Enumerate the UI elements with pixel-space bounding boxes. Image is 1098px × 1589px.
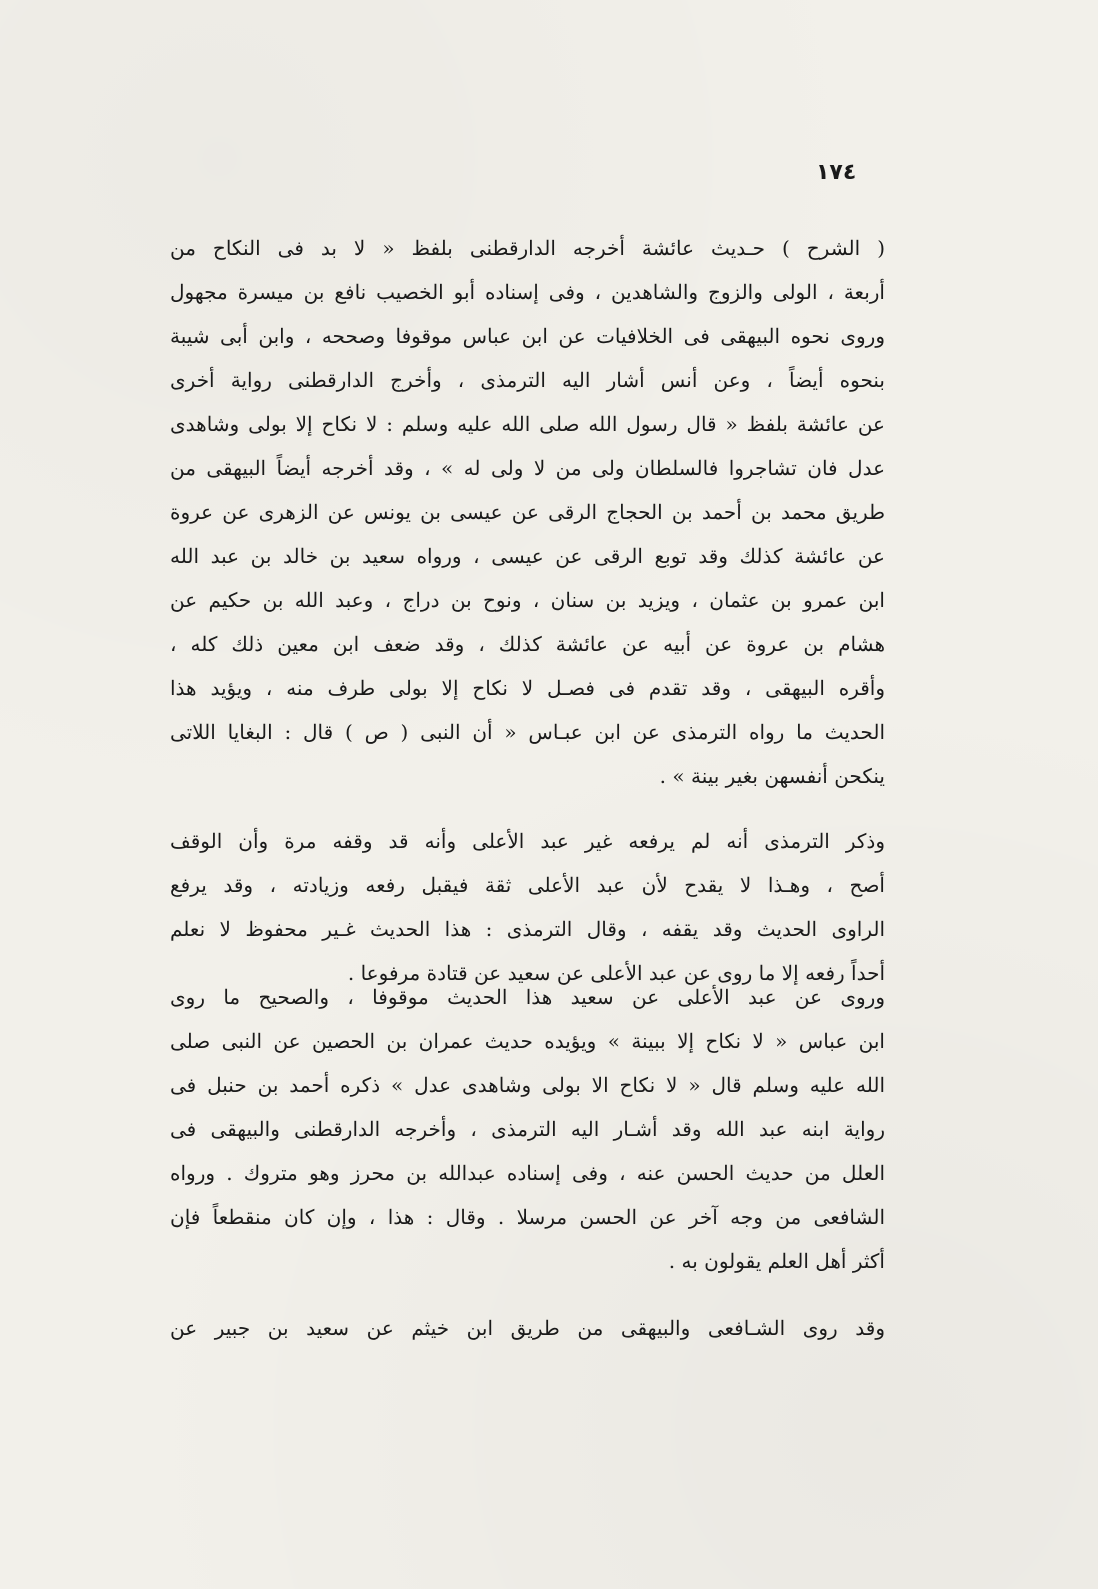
text-line: الله عليه وسلم قال « لا نكاح الا بولى وشاهدى عدل » ذكره أحمد بن حنبل فى — [170, 1073, 885, 1097]
text-line: عن عائشة بلفظ « قال رسول الله صلى الله عليه وسلم : لا نكاح إلا بولى وشاهدى — [170, 412, 885, 436]
text-line: عدل فان تشاجروا فالسلطان ولى من لا ولى له » ، وقد أخرجه أيضاً البيهقى من — [170, 456, 885, 480]
text-line: ( الشرح ) حـديث عائشة أخرجه الدارقطنى بلفظ « لا بد فى النكاح من — [170, 236, 885, 260]
text-line: ابن عمرو بن عثمان ، ويزيد بن سنان ، ونوح بن دراج ، وعبد الله بن حكيم عن — [170, 588, 885, 612]
text-line: طريق محمد بن أحمد بن الحجاج الرقى عن عيسى بن يونس عن الزهرى عن عروة — [170, 500, 885, 524]
text-line: وذكر الترمذى أنه لم يرفعه غير عبد الأعلى وأنه قد وقفه مرة وأن الوقف — [170, 829, 885, 853]
text-line: عن عائشة كذلك وقد توبع الرقى عن عيسى ، ورواه سعيد بن خالد بن عبد الله — [170, 544, 885, 568]
text-line: الشافعى من وجه آخر عن الحسن مرسلا . وقال : هذا ، وإن كان منقطعاً فإن — [170, 1205, 885, 1229]
page-number: ١٧٤ — [816, 160, 857, 185]
text-line: هشام بن عروة عن أبيه عن عائشة كذلك ، وقد ضعف ابن معين ذلك كله ، — [170, 632, 885, 656]
text-line: الحديث ما رواه الترمذى عن ابن عبـاس « أن النبى ( ص ) قال : البغايا اللاتى — [170, 720, 885, 744]
text-line: وأقره البيهقى ، وقد تقدم فى فصـل لا نكاح إلا بولى طرف منه ، ويؤيد هذا — [170, 676, 885, 700]
text-line: ابن عباس « لا نكاح إلا ببينة » ويؤيده حديث عمران بن الحصين عن النبى صلى — [170, 1029, 885, 1053]
text-line: بنحوه أيضاً ، وعن أنس أشار اليه الترمذى ، وأخرج الدارقطنى رواية أخرى — [170, 368, 885, 392]
text-line: العلل من حديث الحسن عنه ، وفى إسناده عبدالله بن محرز وهو متروك . ورواه — [170, 1161, 885, 1185]
text-line: وقد روى الشـافعى والبيهقى من طريق ابن خيثم عن سعيد بن جبير عن — [170, 1316, 885, 1340]
text-line: أكثر أهل العلم يقولون به . — [668, 1249, 885, 1273]
text-line: وروى عن عبد الأعلى عن سعيد هذا الحديث موقوفا ، والصحيح ما روى — [170, 985, 885, 1009]
paragraph-tirmidhi — [170, 819, 885, 995]
text-line: أربعة ، الولى والزوج والشاهدين ، وفى إسناده أبو الخصيب نافع بن ميسرة مجهول — [170, 280, 885, 304]
text-line: وروى نحوه البيهقى فى الخلافيات عن ابن عباس موقوفا وصححه ، وابن أبى شيبة — [170, 324, 885, 348]
text-line: الراوى الحديث وقد يقفه ، وقال الترمذى : هذا الحديث غـير محفوظ لا نعلم — [170, 917, 885, 941]
text-line: رواية ابنه عبد الله وقد أشـار اليه الترمذى ، وأخرجه الدارقطنى والبيهقى فى — [170, 1117, 885, 1141]
text-line: ينكحن أنفسهن بغير بينة » . — [659, 764, 885, 788]
text-line: أحداً رفعه إلا ما روى عن عبد الأعلى عن سعيد عن قتادة مرفوعا . — [347, 961, 885, 985]
text-line: أصح ، وهـذا لا يقدح لأن عبد الأعلى ثقة فيقبل رفعه وزيادته ، وقد يرفع — [170, 873, 885, 897]
paragraph-sharh — [170, 226, 885, 798]
paragraph-abd-al-ala — [170, 975, 885, 1283]
paragraph-shafii — [170, 1306, 885, 1350]
